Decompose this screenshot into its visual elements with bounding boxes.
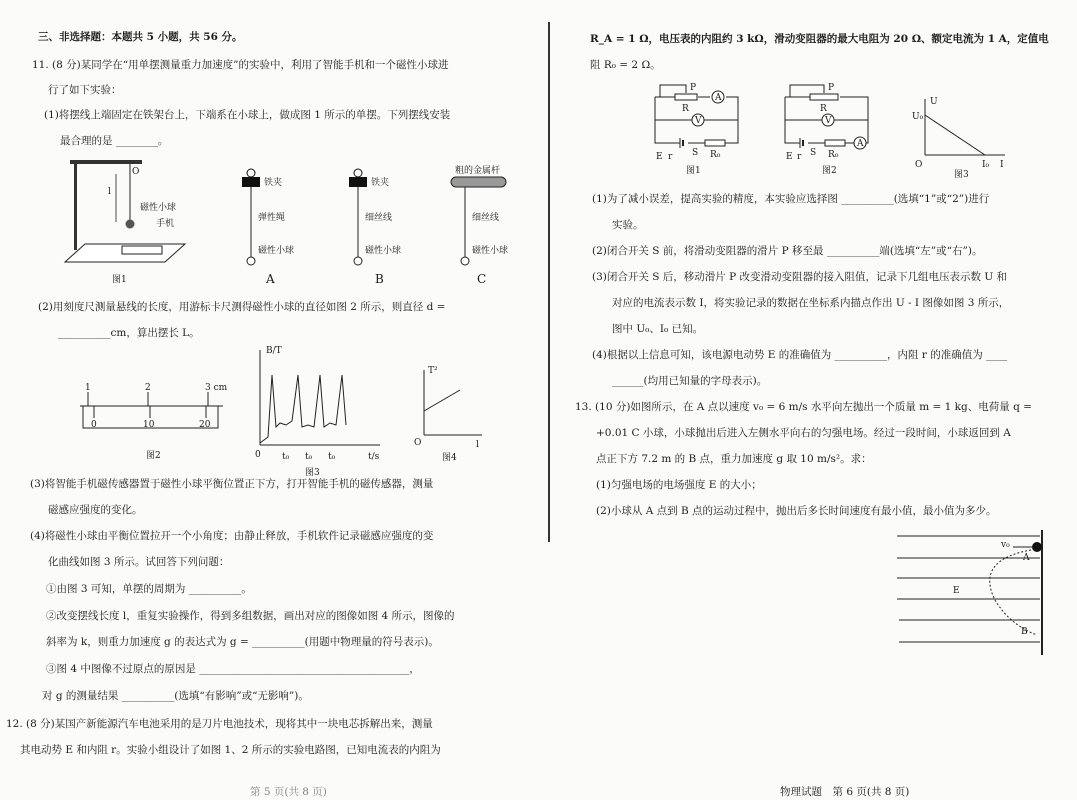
- option-a-figure: [238, 165, 318, 295]
- u-axis-label: U: [930, 97, 938, 107]
- electric-field-figure: [895, 530, 1055, 660]
- string-label: 细丝线: [365, 213, 393, 223]
- page-divider: [548, 22, 550, 542]
- r0-label: R₀: [828, 150, 839, 160]
- option-a-label: A: [266, 272, 275, 286]
- q11-part4: (4)将磁性小球由平衡位置拉开一个小角度；由静止释放，手机软件记录磁感应强度的变: [30, 530, 434, 542]
- q13-intro-cont2: 点正下方 7.2 m 的 B 点，重力加速度 g 取 10 m/s²。求：: [596, 453, 872, 465]
- option-c-figure: [445, 165, 535, 295]
- q12-continued-2: 阻 R₀ = 2 Ω。: [590, 59, 661, 71]
- ball-label: 磁性小球: [140, 203, 177, 213]
- left-page-footer: 第 5 页(共 8 页): [250, 786, 327, 798]
- vernier-tick-20: 20: [199, 420, 211, 430]
- ammeter-label: A: [857, 139, 864, 149]
- rheostat-label: R: [682, 104, 689, 114]
- slider-label: P: [828, 83, 835, 93]
- q12-intro-cont: 其电动势 E 和内阻 r。实验小组设计了如图 1、2 所示的实验电路图，已知电流表的内阻为: [20, 744, 441, 756]
- q12-continued: R_A = 1 Ω，电压表的内阻约 3 kΩ，滑动变阻器的最大电阻为 20 Ω、额定电流为 1 A，定值电: [590, 33, 1049, 45]
- r0-label: R₀: [710, 150, 721, 160]
- q13-sub1: (1)匀强电场的电场强度 E 的大小；: [596, 479, 762, 491]
- q11-part4-cont: 化曲线如图 3 所示。试回答下列问题：: [48, 556, 230, 568]
- period-length-graph: [410, 365, 485, 465]
- ammeter-label: A: [715, 93, 722, 103]
- y-axis-label: T²: [428, 366, 438, 376]
- internal-r-label: r: [668, 152, 673, 162]
- vernier-tick-10: 10: [143, 420, 155, 430]
- origin-label: O: [414, 438, 422, 448]
- ball-label: 磁性小球: [365, 246, 402, 256]
- circuit-diagram-1: [650, 85, 745, 175]
- t0-label: t₀: [282, 452, 290, 462]
- q11-part1-cont: 最合理的是 ________。: [60, 135, 169, 147]
- vernier-tick-0: 0: [91, 420, 97, 430]
- t0-label: t₀: [305, 452, 313, 462]
- field-e-label: E: [953, 586, 960, 596]
- main-tick-1: 1: [85, 383, 91, 393]
- option-c-label: C: [477, 272, 487, 286]
- point-a-label: A: [1023, 553, 1030, 563]
- q11-sub2: ②改变摆线长度 l，重复实验操作，得到多组数据，画出对应的图像如图 4 所示，图像的: [46, 610, 455, 622]
- q12-part2: (2)闭合开关 S 前，将滑动变阻器的滑片 P 移至最 __________端(选填“左”或“右”)。: [592, 245, 983, 257]
- q11-sub1: ①由图 3 可知，单摆的周期为 __________。: [46, 583, 252, 595]
- rod-label: 粗的金属杆: [455, 166, 501, 176]
- q11-sub3-cont: 对 g 的测量结果 __________(选填“有影响”或“无影响”)。: [42, 690, 309, 702]
- fig1-caption: 图1: [112, 275, 127, 285]
- vernier-caliper-figure: [78, 380, 228, 460]
- q11-part2-cont: __________cm，算出摆长 L。: [58, 327, 200, 339]
- emf-label: E: [656, 152, 663, 162]
- q13-intro-cont: +0.01 C 小球，小球抛出后进入左侧水平向右的匀强电场。经过一段时间，小球返回到 A: [596, 427, 1011, 439]
- q12-intro: 12. (8 分)某国产新能源汽车电池采用的是刀片电池技术，现将其中一块电芯拆解出来，测量: [6, 718, 433, 730]
- v0-label: v₀: [1001, 540, 1010, 550]
- origin-label: 0: [255, 450, 261, 460]
- section-title: 三、非选择题：本题共 5 小题，共 56 分。: [38, 31, 243, 43]
- ball-label: 磁性小球: [258, 246, 295, 256]
- q11-sub2-cont: 斜率为 k，则重力加速度 g 的表达式为 g = __________(用题中物理量的符号表示)。: [46, 636, 439, 648]
- fig4-caption: 图4: [442, 453, 457, 463]
- clip-label: 铁夹: [264, 178, 283, 188]
- rheostat-label: R: [820, 104, 827, 114]
- voltmeter-label: V: [825, 116, 832, 126]
- circuit1-caption: 图1: [686, 166, 701, 176]
- option-b-figure: [345, 165, 425, 295]
- fig2-caption: 图2: [146, 451, 161, 461]
- switch-label: S: [692, 148, 699, 158]
- right-page-footer: 物理试题 第 6 页(共 8 页): [780, 786, 910, 798]
- q13-sub2: (2)小球从 A 点到 B 点的运动过程中，抛出后多长时间速度有最小值，最小值为多少。: [596, 505, 997, 517]
- point-b-label: B: [1021, 627, 1028, 637]
- x-axis-label: t/s: [368, 452, 380, 462]
- main-tick-3: 3 cm: [205, 383, 228, 393]
- string-label: 弹性绳: [258, 213, 286, 223]
- pivot-label: O: [132, 167, 140, 177]
- q12-part3: (3)闭合开关 S 后，移动滑片 P 改变滑动变阻器的接入阻值，记录下几组电压表示数 U 和: [592, 271, 1008, 283]
- circuit2-caption: 图2: [822, 166, 837, 176]
- origin-label: O: [915, 160, 923, 170]
- circuit-diagram-2: [780, 85, 875, 175]
- t0-label: t₀: [328, 452, 336, 462]
- voltmeter-label: V: [695, 116, 702, 126]
- fig3-caption: 图3: [305, 468, 320, 478]
- graph3-caption: 图3: [954, 170, 969, 180]
- q11-part1: (1)将摆线上端固定在铁架台上，下端系在小球上，做成图 1 所示的单摆。下列摆线安装: [44, 109, 451, 121]
- q12-part4-cont: ______(均用已知量的字母表示)。: [612, 375, 768, 387]
- q12-part1: (1)为了减小误差，提高实验的精度，本实验应选择图 __________(选填“1”或“2”)进行: [592, 193, 990, 205]
- emf-label: E: [786, 152, 793, 162]
- phone-label: 手机: [156, 219, 175, 229]
- switch-label: S: [810, 148, 817, 158]
- u-i-graph: [910, 95, 1010, 180]
- y-axis-label: B/T: [266, 346, 282, 356]
- clip-label: 铁夹: [371, 178, 390, 188]
- option-b-label: B: [375, 272, 384, 286]
- i0-label: I₀: [982, 160, 990, 170]
- q11-part2: (2)用刻度尺测量悬线的长度，用游标卡尺测得磁性小球的直径如图 2 所示，则直径 d =: [38, 301, 446, 313]
- main-tick-2: 2: [145, 383, 151, 393]
- q12-part3-cont: 对应的电流表示数 I，将实验记录的数据在坐标系内描点作出 U - I 图像如图 3 所示，: [612, 297, 1010, 309]
- pendulum-setup-figure: [60, 152, 190, 292]
- u0-label: U₀: [912, 112, 924, 122]
- string-label: 细丝线: [472, 213, 500, 223]
- q11-part3: (3)将智能手机磁传感器置于磁性小球平衡位置正下方，打开智能手机的磁传感器，测量: [30, 478, 434, 490]
- magnetic-field-graph: [250, 345, 385, 478]
- q12-part4: (4)根据以上信息可知，该电源电动势 E 的准确值为 __________，内阻 r 的准确值为 ____: [592, 349, 1008, 361]
- q11-intro: 11. (8 分)某同学在“用单摆测量重力加速度”的实验中，利用了智能手机和一个磁性小球进: [32, 59, 449, 71]
- length-label: l: [108, 187, 111, 197]
- q11-intro-cont: 行了如下实验：: [48, 84, 122, 96]
- q12-part1-cont: 实验。: [612, 219, 644, 231]
- q12-part3-cont2: 图中 U₀、I₀ 已知。: [612, 323, 704, 335]
- x-axis-label: l: [476, 440, 479, 450]
- q13-intro: 13. (10 分)如图所示，在 A 点以速度 v₀ = 6 m/s 水平向左抛出一个质量 m = 1 kg、电荷量 q =: [575, 401, 1032, 413]
- slider-label: P: [690, 83, 697, 93]
- i-axis-label: I: [1000, 160, 1004, 170]
- ball-label: 磁性小球: [472, 246, 509, 256]
- q11-part3-cont: 磁感应强度的变化。: [48, 504, 143, 516]
- internal-r-label: r: [797, 152, 802, 162]
- q11-sub3: ③图 4 中图像不过原点的原因是 ________________________________________，: [46, 663, 420, 675]
